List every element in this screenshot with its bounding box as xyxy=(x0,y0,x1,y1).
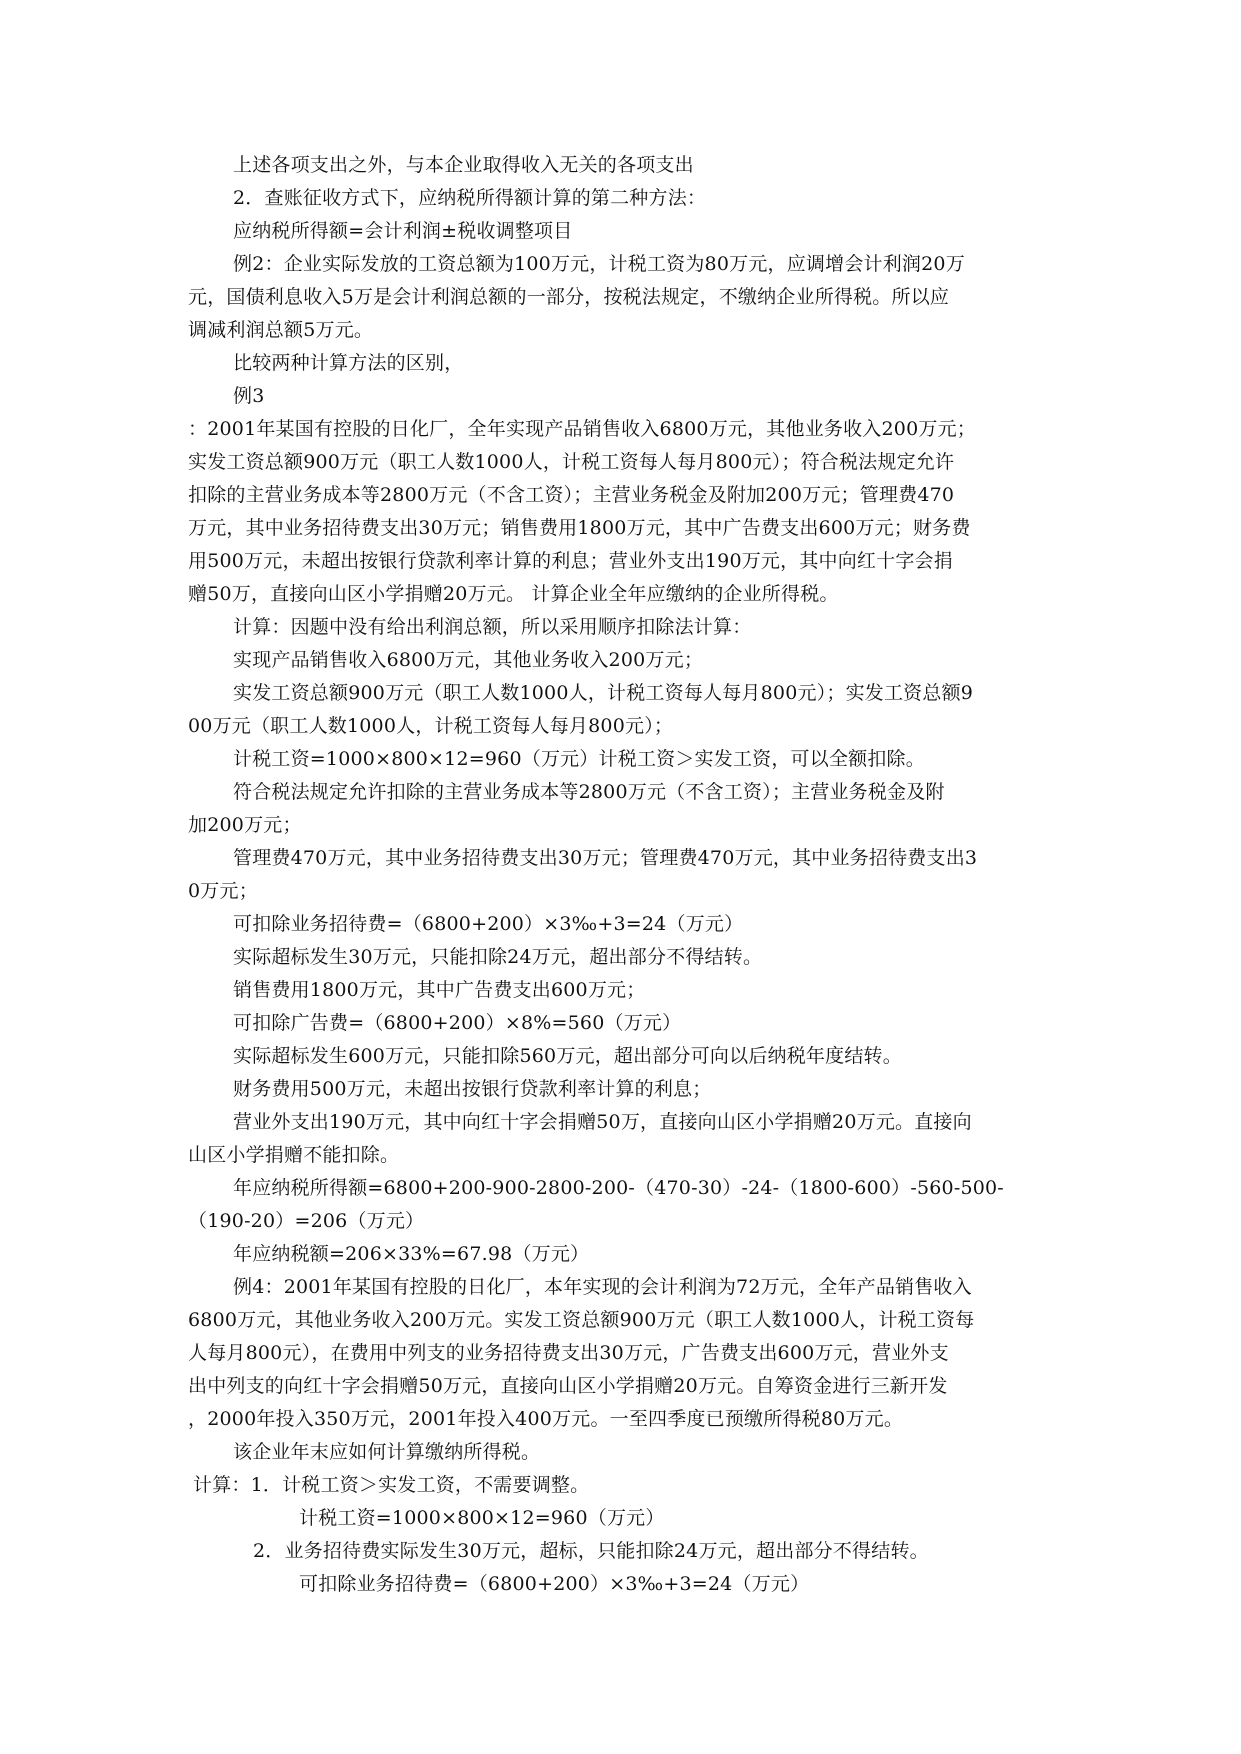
text-line: 扣除的主营业务成本等2800万元（不含工资）；主营业务税金及附加200万元；管理费470 xyxy=(188,484,955,506)
text-line: 用500万元，未超出按银行贷款利率计算的利息；营业外支出190万元，其中向红十字会捐 xyxy=(188,550,953,572)
text-line: 人每月800元），在费用中列支的业务招待费支出30万元，广告费支出600万元，营业外支 xyxy=(188,1342,949,1364)
text-line: 6800万元，其他业务收入200万元。实发工资总额900万元（职工人数1000人，计税工资每 xyxy=(188,1309,975,1331)
text-line: 上述各项支出之外，与本企业取得收入无关的各项支出 xyxy=(233,154,694,176)
text-line: 例4：2001年某国有控股的日化厂，本年实现的会计利润为72万元，全年产品销售收入 xyxy=(233,1276,972,1298)
text-line: 比较两种计算方法的区别， xyxy=(233,352,464,374)
text-line: 计税工资=1000×800×12=960（万元）计税工资＞实发工资，可以全额扣除。 xyxy=(233,748,925,770)
text-line: 调减利润总额5万元。 xyxy=(188,319,374,341)
text-line: 万元，其中业务招待费支出30万元；销售费用1800万元，其中广告费支出600万元；财务费 xyxy=(188,517,971,539)
text-line: 00万元（职工人数1000人，计税工资每人每月800元）； xyxy=(188,715,674,737)
text-line: 可扣除广告费=（6800+200）×8%=560（万元） xyxy=(233,1012,682,1034)
text-line: 计税工资=1000×800×12=960（万元） xyxy=(299,1507,665,1529)
text-line: 财务费用500万元，未超出按银行贷款利率计算的利息； xyxy=(233,1078,712,1100)
text-line: 年应纳税所得额=6800+200-900-2800-200-（470-30）-24-（1800-600）-560-500- xyxy=(233,1177,1004,1199)
text-line: 实现产品销售收入6800万元，其他业务收入200万元； xyxy=(233,649,704,671)
text-line: 符合税法规定允许扣除的主营业务成本等2800万元（不含工资）；主营业务税金及附 xyxy=(233,781,945,803)
text-line: 加200万元； xyxy=(188,814,302,836)
text-line: 例2：企业实际发放的工资总额为100万元，计税工资为80万元，应调增会计利润20万 xyxy=(233,253,965,275)
text-line: 实发工资总额900万元（职工人数1000人，计税工资每人每月800元）；符合税法规定允许 xyxy=(188,451,955,473)
text-line: 可扣除业务招待费=（6800+200）×3‰+3=24（万元） xyxy=(233,913,744,935)
text-line: ：2001年某国有控股的日化厂，全年实现产品销售收入6800万元，其他业务收入200万元； xyxy=(188,418,976,440)
text-line: 0万元； xyxy=(188,880,258,902)
text-line: 2．查账征收方式下，应纳税所得额计算的第二种方法： xyxy=(233,187,707,209)
text-line: 年应纳税额=206×33%=67.98（万元） xyxy=(233,1243,590,1265)
text-line: 应纳税所得额=会计利润±税收调整项目 xyxy=(233,220,573,242)
text-line: ，2000年投入350万元，2001年投入400万元。一至四季度已预缴所得税80万元。 xyxy=(188,1408,904,1430)
text-line: 营业外支出190万元，其中向红十字会捐赠50万，直接向山区小学捐赠20万元。直接向 xyxy=(233,1111,972,1133)
text-line: 可扣除业务招待费=（6800+200）×3‰+3=24（万元） xyxy=(299,1573,810,1595)
text-line: 管理费470万元，其中业务招待费支出30万元；管理费470万元，其中业务招待费支出3 xyxy=(233,847,978,869)
text-line: 山区小学捐赠不能扣除。 xyxy=(188,1144,400,1166)
text-line: 例3 xyxy=(233,385,265,407)
text-line: 元，国债利息收入5万是会计利润总额的一部分，按税法规定，不缴纳企业所得税。所以应 xyxy=(188,286,950,308)
text-line: 实际超标发生600万元，只能扣除560万元，超出部分可向以后纳税年度结转。 xyxy=(233,1045,902,1067)
text-line: 出中列支的向红十字会捐赠50万元，直接向山区小学捐赠20万元。自筹资金进行三新开发 xyxy=(188,1375,948,1397)
text-line: 实际超标发生30万元，只能扣除24万元，超出部分不得结转。 xyxy=(233,946,763,968)
text-line: 2．业务招待费实际发生30万元，超标，只能扣除24万元，超出部分不得结转。 xyxy=(253,1540,929,1562)
text-line: 该企业年末应如何计算缴纳所得税。 xyxy=(233,1441,541,1463)
text-line: （190-20）=206（万元） xyxy=(188,1210,425,1232)
text-line: 计算：1．计税工资＞实发工资，不需要调整。 xyxy=(193,1474,590,1496)
text-line: 销售费用1800万元，其中广告费支出600万元； xyxy=(233,979,646,1001)
text-line: 实发工资总额900万元（职工人数1000人，计税工资每人每月800元）；实发工资总额9 xyxy=(233,682,974,704)
text-line: 赠50万，直接向山区小学捐赠20万元。 计算企业全年应缴纳的企业所得税。 xyxy=(188,583,839,605)
text-line: 计算：因题中没有给出利润总额，所以采用顺序扣除法计算： xyxy=(233,616,752,638)
